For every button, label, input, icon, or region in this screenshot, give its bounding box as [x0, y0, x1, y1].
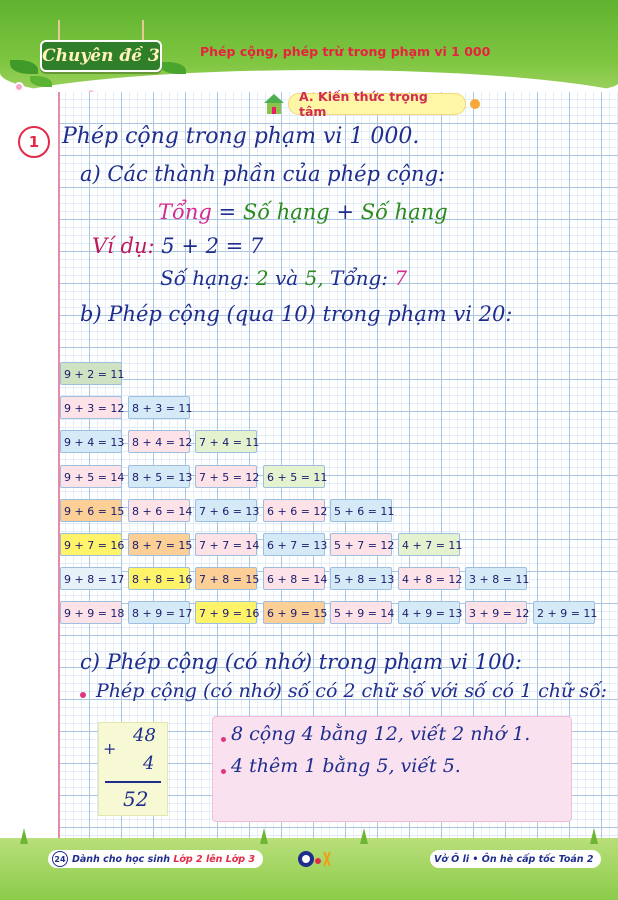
addition-fact-cell: 9 + 4 = 13 [60, 430, 122, 453]
addition-fact-cell: 8 + 4 = 12 [128, 430, 190, 453]
addition-fact-cell: 5 + 6 = 11 [330, 499, 392, 522]
fruit-icon [470, 99, 480, 109]
footer-left-pill [48, 850, 263, 868]
addition-fact-cell: 6 + 6 = 12 [263, 499, 325, 522]
brand-logo [296, 848, 336, 870]
part-c-heading: c) Phép cộng (có nhớ) trong phạm vi 100: [80, 650, 522, 674]
explanation-line-1: 8 cộng 4 bằng 12, viết 2 nhớ 1. [231, 723, 531, 745]
part-a-heading: a) Các thành phần của phép cộng: [80, 162, 446, 186]
footer-right-pill [430, 850, 601, 868]
addition-fact-cell: 8 + 7 = 15 [128, 533, 190, 556]
addition-fact-cell: 6 + 7 = 13 [263, 533, 325, 556]
section-title-pill [288, 89, 466, 119]
bullet-dot [80, 692, 86, 698]
addition-fact-cell: 7 + 6 = 13 [195, 499, 257, 522]
addition-fact-cell: 9 + 3 = 12 [60, 396, 122, 419]
addition-fact-cell: 4 + 7 = 11 [398, 533, 460, 556]
example-terms-line [160, 266, 407, 290]
grass-decoration [20, 828, 28, 844]
addition-fact-cell: 5 + 7 = 12 [330, 533, 392, 556]
example-term-a: 2 [255, 266, 269, 290]
footer-left-highlight: Lớp 2 lên Lớp 3 [173, 853, 256, 865]
addition-fact-cell: 3 + 9 = 12 [465, 601, 527, 624]
topic-title: Phép cộng trong phạm vi 1 000. [62, 124, 420, 149]
bullet-dot [221, 769, 226, 774]
section-banner [262, 89, 480, 119]
addition-fact-cell: 7 + 5 = 12 [195, 465, 257, 488]
addend-top: 48 [133, 725, 156, 746]
addend-bottom: 4 [143, 753, 155, 774]
addition-fact-cell: 9 + 9 = 18 [60, 601, 122, 624]
part-b-heading: b) Phép cộng (qua 10) trong phạm vi 20: [80, 302, 513, 326]
footer-right-prefix: Vở Ô li • [434, 853, 479, 865]
addition-fact-cell: 9 + 8 = 17 [60, 567, 122, 590]
addition-fact-cell: 8 + 5 = 13 [128, 465, 190, 488]
example-line [92, 234, 263, 258]
addition-fact-cell: 3 + 8 = 11 [465, 567, 527, 590]
example-label: Ví dụ: [92, 234, 155, 258]
addition-fact-cell: 7 + 7 = 14 [195, 533, 257, 556]
example-sum-label: Tổng: [330, 266, 389, 290]
addition-fact-cell: 4 + 8 = 12 [398, 567, 460, 590]
example-terms-label: Số hạng: [160, 266, 250, 290]
formula-plus: + [336, 200, 355, 224]
grass-decoration [360, 828, 368, 844]
addition-fact-cell: 7 + 9 = 16 [195, 601, 257, 624]
topic-number-badge [18, 126, 50, 158]
formula-sum: Tổng [158, 200, 212, 224]
addition-fact-cell: 9 + 6 = 15 [60, 499, 122, 522]
explanation-box [212, 716, 572, 822]
addition-fact-cell: 9 + 5 = 14 [60, 465, 122, 488]
sum-line [105, 781, 161, 783]
chapter-badge [40, 40, 162, 72]
footer-left-prefix: Dành cho học sinh [72, 853, 171, 865]
example-and: và [274, 266, 299, 290]
addition-fact-cell: 6 + 8 = 14 [263, 567, 325, 590]
addition-fact-cell: 8 + 9 = 17 [128, 601, 190, 624]
addition-fact-cell: 7 + 8 = 15 [195, 567, 257, 590]
addition-fact-cell: 9 + 7 = 16 [60, 533, 122, 556]
bullet-dot [221, 737, 226, 742]
page-number: 24 [52, 851, 68, 867]
chapter-label: Chuyên đề 3 [42, 46, 160, 66]
topic-number: 1 [28, 133, 40, 151]
part-c-bullet-text: Phép cộng (có nhớ) số có 2 chữ số với số có 1 chữ số: [96, 680, 607, 702]
addition-fact-cell: 4 + 9 = 13 [398, 601, 460, 624]
vertical-addition [98, 722, 168, 816]
plus-sign: + [103, 739, 117, 758]
grass-decoration [590, 828, 598, 844]
addition-fact-cell: 9 + 2 = 11 [60, 362, 122, 385]
addition-fact-cell: 5 + 9 = 14 [330, 601, 392, 624]
sum-result: 52 [123, 787, 149, 811]
addition-fact-cell: 6 + 9 = 15 [263, 601, 325, 624]
flower-decoration [14, 82, 24, 92]
formula-term-1: Số hạng [242, 200, 330, 224]
example-sum-value: 7 [394, 266, 408, 290]
formula-line [158, 200, 448, 224]
chapter-title: Phép cộng, phép trừ trong phạm vi 1 000 [200, 44, 491, 59]
formula-term-2: Số hạng [360, 200, 448, 224]
addition-fact-cell: 8 + 6 = 14 [128, 499, 190, 522]
house-icon [262, 92, 286, 116]
example-term-b: 5, [304, 266, 324, 290]
addition-fact-cell: 7 + 4 = 11 [195, 430, 257, 453]
section-title: A. Kiến thức trọng tâm [299, 89, 428, 119]
grass-decoration [260, 828, 268, 844]
addition-fact-cell: 2 + 9 = 11 [533, 601, 595, 624]
footer-right-text: Ôn hè cấp tốc Toán 2 [481, 853, 594, 865]
addition-fact-cell: 5 + 8 = 13 [330, 567, 392, 590]
example-expression: 5 + 2 = 7 [161, 234, 264, 258]
addition-fact-cell: 8 + 8 = 16 [128, 567, 190, 590]
addition-fact-cell: 6 + 5 = 11 [263, 465, 325, 488]
addition-fact-cell: 8 + 3 = 11 [128, 396, 190, 419]
formula-equals: = [218, 200, 237, 224]
explanation-line-2: 4 thêm 1 bằng 5, viết 5. [231, 755, 461, 777]
